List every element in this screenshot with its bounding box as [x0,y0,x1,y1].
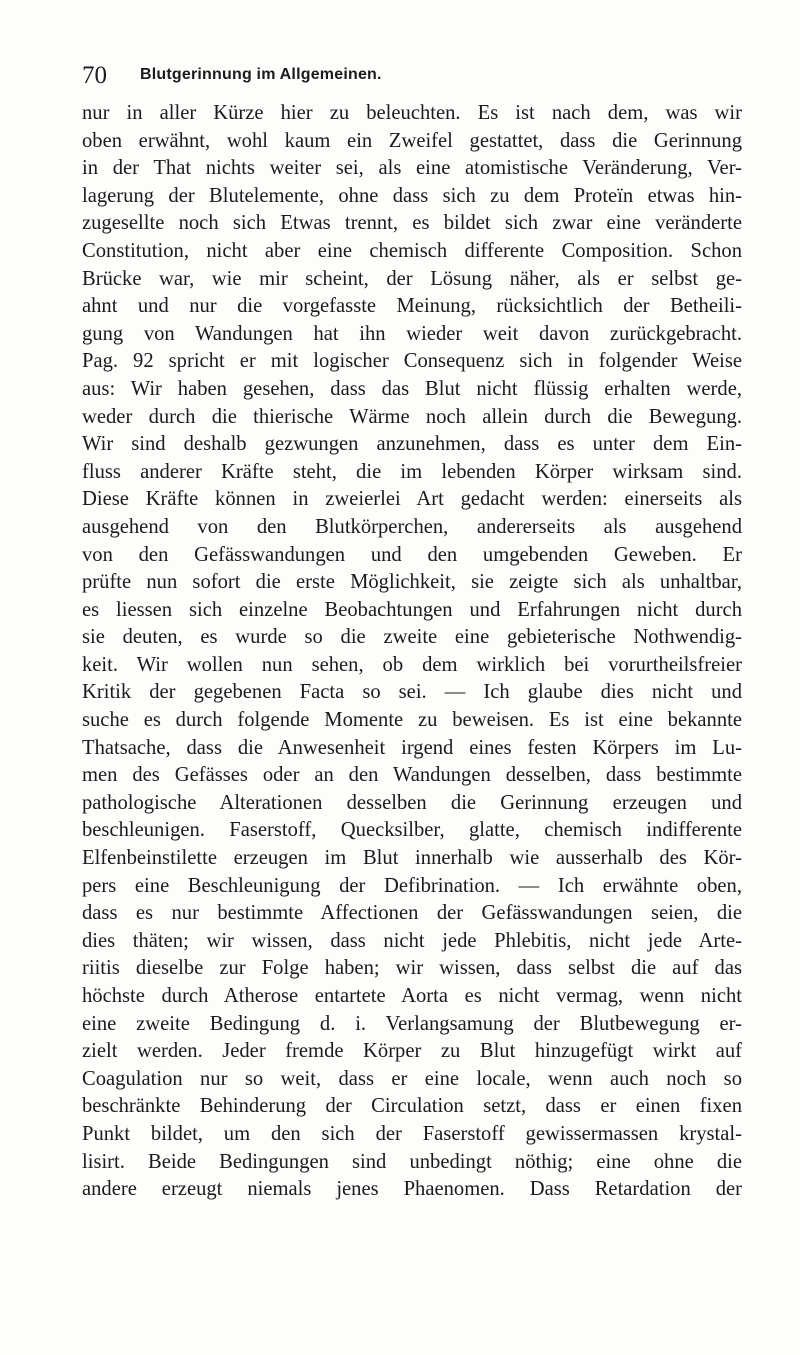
text-line: von den Gefässwandungen und den umgebenden Geweben. Er [82,543,742,566]
text-line: Coagulation nur so weit, dass er eine locale, wenn auch noch so [82,1067,742,1090]
text-line: riitis dieselbe zur Folge haben; wir wissen, dass selbst die auf das [82,957,742,980]
text-line: fluss anderer Kräfte steht, die im lebenden Körper wirksam sind. [82,460,742,483]
text-line: Wir sind deshalb gezwungen anzunehmen, dass es unter dem Ein- [82,433,742,456]
text-line: es liessen sich einzelne Beobachtungen und Erfahrungen nicht durch [82,598,742,621]
text-line: suche es durch folgende Momente zu beweisen. Es ist eine bekannte [82,709,742,732]
text-line: Kritik der gegebenen Facta so sei. — Ich glaube dies nicht und [82,681,742,704]
text-line: oben erwähnt, wohl kaum ein Zweifel gestattet, dass die Gerinnung [82,129,742,152]
text-line: Diese Kräfte können in zweierlei Art gedacht werden: einerseits als [82,488,742,511]
text-line: keit. Wir wollen nun sehen, ob dem wirklich bei vorurtheilsfreier [82,653,742,676]
body-paragraph [82,100,742,1204]
text-line: weder durch die thierische Wärme noch allein durch die Bewegung. [82,405,742,428]
text-line: Punkt bildet, um den sich der Faserstoff gewissermassen krystal- [82,1122,742,1145]
page-header [82,58,742,94]
running-title: Blutgerinnung im Allgemeinen. [140,66,382,83]
text-line: Brücke war, wie mir scheint, der Lösung näher, als er selbst ge- [82,267,742,290]
text-line: dass es nur bestimmte Affectionen der Gefässwandungen seien, die [82,902,742,925]
page-number: 70 [82,62,107,89]
text-line: pathologische Alterationen desselben die Gerinnung erzeugen und [82,791,742,814]
text-line: eine zweite Bedingung d. i. Verlangsamung der Blutbewegung er- [82,1012,742,1035]
text-line: Pag. 92 spricht er mit logischer Consequenz sich in folgender Weise [82,350,742,373]
text-line: Constitution, nicht aber eine chemisch differente Composition. Schon [82,239,742,262]
text-line: ahnt und nur die vorgefasste Meinung, rücksichtlich der Betheili- [82,295,742,318]
text-line: dies thäten; wir wissen, dass nicht jede Phlebitis, nicht jede Arte- [82,929,742,952]
text-line: Elfenbeinstilette erzeugen im Blut innerhalb wie ausserhalb des Kör- [82,847,742,870]
text-line: Thatsache, dass die Anwesenheit irgend eines festen Körpers im Lu- [82,736,742,759]
text-line: aus: Wir haben gesehen, dass das Blut nicht flüssig erhalten werde, [82,377,742,400]
text-line: zugesellte noch sich Etwas trennt, es bildet sich zwar eine veränderte [82,212,742,235]
text-line: lagerung der Blutelemente, ohne dass sich zu dem Proteïn etwas hin- [82,184,742,207]
text-line: beschränkte Behinderung der Circulation setzt, dass er einen fixen [82,1095,742,1118]
text-line: gung von Wandungen hat ihn wieder weit davon zurückgebracht. [82,322,742,345]
text-line: höchste durch Atherose entartete Aorta es nicht vermag, wenn nicht [82,985,742,1007]
text-line: lisirt. Beide Bedingungen sind unbedingt nöthig; eine ohne die [82,1150,742,1173]
text-line: andere erzeugt niemals jenes Phaenomen. Dass Retardation der [82,1178,742,1201]
text-line: in der That nichts weiter sei, als eine atomistische Veränderung, Ver- [82,157,742,180]
text-line: ausgehend von den Blutkörperchen, andererseits als ausgehend [82,515,742,538]
text-line: nur in aller Kürze hier zu beleuchten. Es ist nach dem, was wir [82,102,742,124]
text-line: beschleunigen. Faserstoff, Quecksilber, glatte, chemisch indifferente [82,819,742,842]
text-line: sie deuten, es wurde so die zweite eine gebieterische Nothwendig- [82,626,742,649]
text-line: pers eine Beschleunigung der Defibrination. — Ich erwähnte oben, [82,874,742,897]
text-line: men des Gefässes oder an den Wandungen desselben, dass bestimmte [82,764,742,787]
text-line: zielt werden. Jeder fremde Körper zu Blut hinzugefügt wirkt auf [82,1040,742,1063]
text-line: prüfte nun sofort die erste Möglichkeit, sie zeigte sich als unhaltbar, [82,571,742,594]
